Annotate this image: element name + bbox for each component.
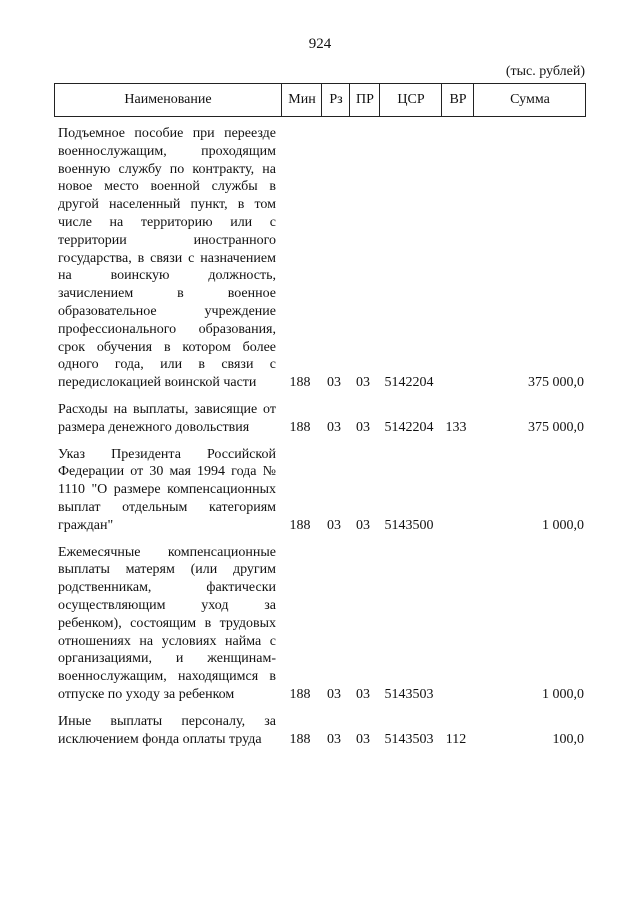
row-sum: 1 000,0 (542, 686, 584, 702)
row-rz: 03 (327, 517, 341, 533)
row-min: 188 (289, 375, 311, 391)
row-pr: 03 (356, 686, 370, 702)
table-row (54, 125, 586, 392)
row-pr: 03 (356, 375, 370, 391)
row-vr: 112 (445, 731, 467, 747)
row-min: 188 (289, 517, 311, 533)
row-name: Указ Президента Российской Федерации от 30 мая 1994 года № 1110 "О размере компенсационных выплат отдельным категориям граждан" (58, 446, 276, 533)
header-csr: ЦСР (379, 84, 442, 116)
row-csr: 5143500 (384, 517, 434, 533)
budget-table (54, 83, 586, 757)
row-rz: 03 (327, 419, 341, 435)
page-number: 924 (308, 36, 332, 52)
header-sum: Сумма (473, 84, 586, 116)
row-min: 188 (289, 686, 311, 702)
row-name: Подъемное пособие при переезде военнослужащим, проходящим военную службу по контракту, на новое место военной службы в другой населенный пункт, в том числе на территорию или с территории иностранного государства, в связи с назначением на воинскую должность, зачислением в военное образовательное учреждение профессионального образования, срок обучения в котором более одного года, или в связи с передислокацией воинской части (58, 126, 276, 391)
row-name: Иные выплаты персоналу, за исключением фонда оплаты труда (58, 713, 276, 747)
row-rz: 03 (327, 686, 341, 702)
header-rz: Рз (321, 84, 350, 116)
row-csr: 5142204 (384, 419, 434, 435)
row-vr: 133 (445, 419, 467, 435)
row-rz: 03 (327, 731, 341, 747)
header-pr: ПР (349, 84, 380, 116)
header-min: Мин (281, 84, 322, 116)
table-row (54, 713, 586, 749)
row-min: 188 (289, 419, 311, 435)
table-body (54, 125, 586, 748)
row-min: 188 (289, 731, 311, 747)
row-csr: 5143503 (384, 731, 434, 747)
row-name: Расходы на выплаты, зависящие от размера денежного довольствия (58, 401, 276, 435)
row-sum: 100,0 (552, 731, 584, 747)
table-header (54, 83, 586, 117)
row-sum: 375 000,0 (528, 419, 584, 435)
row-csr: 5143503 (384, 686, 434, 702)
table-row (54, 544, 586, 704)
table-row (54, 446, 586, 535)
row-pr: 03 (356, 517, 370, 533)
row-pr: 03 (356, 731, 370, 747)
row-rz: 03 (327, 375, 341, 391)
row-sum: 1 000,0 (542, 517, 584, 533)
row-pr: 03 (356, 419, 370, 435)
header-name: Наименование (124, 92, 212, 107)
units-label: (тыс. рублей) (505, 64, 585, 79)
row-name: Ежемесячные компенсационные выплаты матерям (или другим родственникам, фактически осуществляющим уход за ребенком), состоящим в трудовых отношениях на условиях найма с организациями, и женщинам-военнослужащим, находящимся в отпуске по уходу за ребенком (58, 544, 276, 702)
row-csr: 5142204 (384, 375, 434, 391)
table-row (54, 401, 586, 437)
header-vr: ВР (441, 84, 474, 116)
row-sum: 375 000,0 (528, 375, 584, 391)
